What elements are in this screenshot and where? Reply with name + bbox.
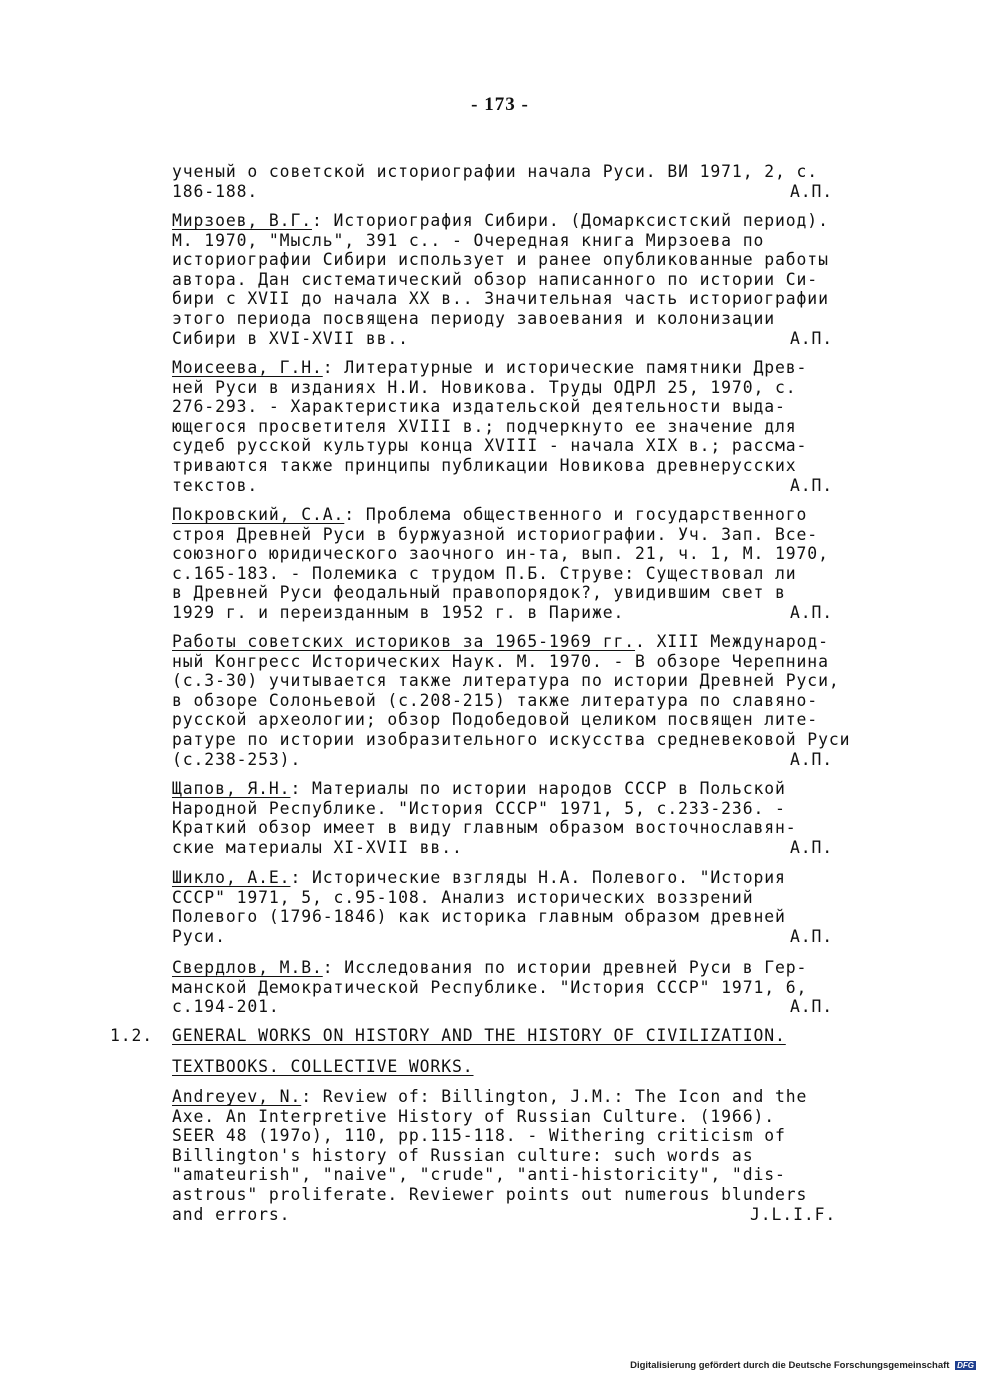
entry-line: историографии Сибири использует и ранее опубликованные работы [172,250,829,270]
section-number: 1.2. [110,1026,154,1045]
entry-author: Мирзоев, В.Г. [172,211,312,230]
entry-line: : Историография Сибири. (Домарксистский период). [311,211,829,230]
entry-line: : Исследования по истории древней Руси в Гер- [322,958,808,977]
entry-line: текстов. [172,475,259,495]
page-number: - 173 - [471,94,529,115]
entry-line: 186-188. [172,181,259,201]
entry-line: astrous" proliferate. Reviewer points out numerous blunders [172,1184,808,1204]
digitization-footer [630,1360,976,1371]
footer-text: Digitalisierung gefördert durch die Deutsche Forschungsgemeinschaft [630,1360,950,1371]
entry-line: с.194-201. [172,997,280,1017]
entry-line: Народной Республике. "История СССР" 1971, 5, с.233-236. - [172,798,786,818]
bibliography-entry [172,162,902,201]
bibliography-entry [172,958,902,1017]
entry-line: в Древней Руси феодальный правопорядок?, увидившим свет в [172,583,786,603]
entry-line: "amateurish", "naive", "crude", "anti-historicity", "dis- [172,1165,786,1185]
entry-line: автора. Дан систематический обзор написанного по истории Си- [172,269,819,289]
bibliography-entry [172,779,902,857]
entry-line: : Материалы по истории народов СССР в Польской [290,779,786,798]
entry-line: Полевого (1796-1846) как историка главным образом древней [172,907,786,927]
bibliography-entry [172,358,902,495]
reviewer-initials: А.П. [790,181,834,201]
entry-line: : Проблема общественного и государственного [344,505,808,524]
entry-line: Axe. An Interpretive History of Russian Culture. (1966). [172,1106,776,1126]
bibliography-entry [172,505,902,623]
entry-line: . XIII Международ- [635,632,829,651]
reviewer-initials: А.П. [790,749,834,769]
entry-line: союзного юридического заочного ин-та, вып. 21, ч. 1, М. 1970, [172,544,829,564]
entry-author: Щапов, Я.Н. [172,779,291,798]
bibliography-entry [172,632,902,769]
entry-line: бири с XVII до начала XX в.. Значительная часть историографии [172,289,829,309]
entry-line: ратуре по истории изобразительного искусства средневековой Руси [172,729,851,749]
entry-line: : Литературные и исторические памятники Древ- [322,358,808,377]
entry-line: (с.3-30) учитывается также литература по истории Древней Руси, [172,671,840,691]
entry-line: SEER 48 (197o), 110, pp.115-118. - Withering criticism of [172,1126,786,1146]
entry-line: ученый о советской историографии начала Руси. ВИ 1971, 2, с. [172,162,819,181]
entry-line: манской Демократической Республике. "История СССР" 1971, 6, [172,977,808,997]
entry-line: ющегося просветителя XVIII в.; подчеркнуто ее значение для [172,416,797,436]
entry-author: Покровский, С.А. [172,505,345,524]
reviewer-initials: А.П. [790,837,834,857]
entry-author: Моисеева, Г.Н. [172,358,323,377]
entry-author: Работы советских историков за 1965-1969 гг. [172,632,636,651]
entry-line: с.165-183. - Полемика с трудом П.Б. Струве: Существовал ли [172,563,797,583]
bibliography-entry [172,1087,902,1224]
entry-line: М. 1970, "Мысль", 391 с.. - Очередная книга Мирзоева по [172,230,765,250]
entry-line: Сибири в XVI-XVII вв.. [172,328,409,348]
entry-line: русской археологии; обзор Подобедовой целиком посвящен лите- [172,710,819,730]
reviewer-initials: А.П. [790,328,834,348]
entry-line: судеб русской культуры конца XVIII - начала XIX в.; рассма- [172,436,808,456]
reviewer-initials: А.П. [790,997,834,1017]
reviewer-initials: А.П. [790,926,834,946]
entry-line: строя Древней Руси в буржуазной историографии. Уч. Зап. Все- [172,524,819,544]
reviewer-initials: А.П. [790,602,834,622]
section-title: GENERAL WORKS ON HISTORY AND THE HISTORY OF CIVILIZATION. [172,1026,786,1045]
section-subtitle: TEXTBOOKS. COLLECTIVE WORKS. [172,1057,474,1076]
entry-line: (с.238-253). [172,749,302,769]
bibliography-entry [172,211,902,348]
entry-line: ские материалы XI-XVII вв.. [172,837,463,857]
reviewer-initials: J.L.I.F. [750,1204,837,1224]
entry-line: 1929 г. и переизданным в 1952 г. в Париже. [172,602,625,622]
entry-author: Шикло, А.Е. [172,868,291,887]
entry-line: : Исторические взгляды Н.А. Полевого. "История [290,868,786,887]
entry-line: Руси. [172,926,226,946]
entry-line: Billington's history of Russian culture: such words as [172,1145,754,1165]
entry-line: ный Конгресс Исторических Наук. М. 1970. - В обзоре Черепнина [172,651,829,671]
dfg-logo: DFG [957,1361,974,1370]
entry-author: Свердлов, М.В. [172,958,323,977]
entry-author: Andreyev, N. [172,1087,302,1106]
entry-line: Краткий обзор имеет в виду главным образом восточнославян- [172,818,797,838]
entry-line: СССР" 1971, 5, с.95-108. Анализ исторических воззрений [172,887,754,907]
entry-line: and errors. [172,1204,291,1224]
entry-line: : Review of: Billington, J.M.: The Icon and the [301,1087,808,1106]
entry-line: в обзоре Солоньевой (с.208-215) также литература по славяно- [172,690,819,710]
bibliography-entry [172,868,902,946]
entry-line: триваются также принципы публикации Новикова древнерусских [172,455,797,475]
reviewer-initials: А.П. [790,475,834,495]
entry-line: 276-293. - Характеристика издательской деятельности выда- [172,397,786,417]
entry-line: этого периода посвящена периоду завоевания и колонизации [172,308,776,328]
entry-line: ней Руси в изданиях Н.И. Новикова. Труды ОДРЛ 25, 1970, с. [172,377,797,397]
